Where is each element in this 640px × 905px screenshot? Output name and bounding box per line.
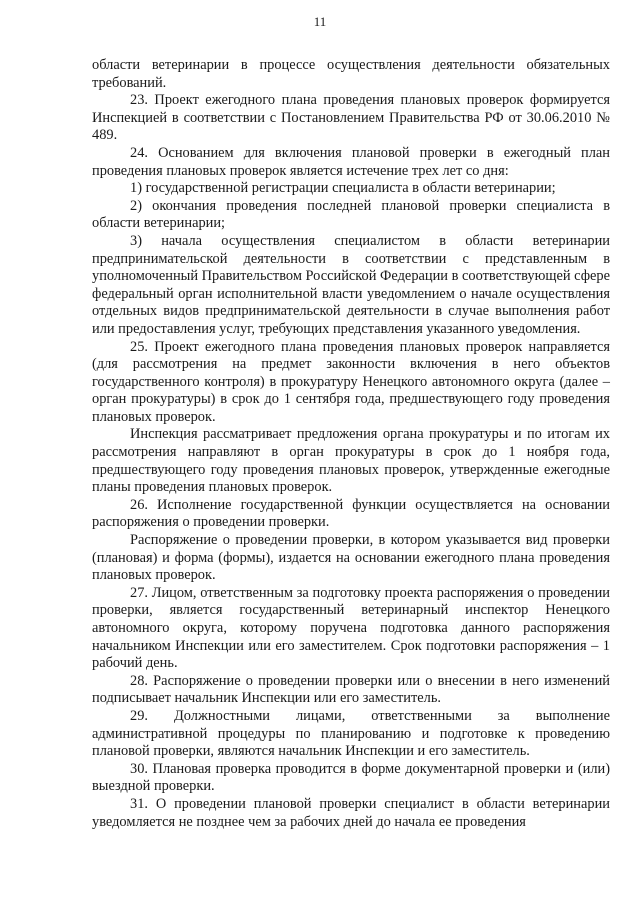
paragraph-24-item-3: 3) начала осуществления специалистом в области ветеринарии предпринимательской деятельности в соответствии с представленным в уполномоченный Правительством Российской Федерации в соответствующей сфере федеральный орган исполнительной власти уведомлением о начале осуществления отдельных видов предпринимательской деятельности в случае выполнения работ или предоставления услуг, требующих представления указанного уведомления.	[92, 232, 610, 337]
paragraph-28: 28. Распоряжение о проведении проверки или о внесении в него изменений подписывает начальник Инспекции или его заместитель.	[92, 672, 610, 707]
paragraph-25-part-2: Инспекция рассматривает предложения органа прокуратуры и по итогам их рассмотрения направляют в орган прокуратуры в срок до 1 ноября года, предшествующего году проведения плановых проверок, утвержденные ежегодные планы проведения плановых проверок.	[92, 426, 610, 496]
paragraph-continuation: области ветеринарии в процессе осуществления деятельности обязательных требований.	[92, 57, 610, 91]
paragraph-31: 31. О проведении плановой проверки специалист в области ветеринарии уведомляется не позднее чем за рабочих дней до начала ее проведения	[92, 795, 610, 830]
paragraph-30: 30. Плановая проверка проводится в форме документарной проверки и (или) выездной проверки.	[92, 760, 610, 795]
page-number: 11	[313, 14, 327, 29]
paragraph-26: 26. Исполнение государственной функции осуществляется на основании распоряжения о проведении проверки.	[92, 496, 610, 531]
paragraph-25: 25. Проект ежегодного плана проведения плановых проверок направляется (для рассмотрения на предмет законности включения в него объектов государственного контроля) в прокуратуру Ненецкого автономного округа (далее – орган прокуратуры) в срок до 1 сентября года, предшествующего году проведения плановых проверок.	[92, 338, 610, 425]
paragraph-23: 23. Проект ежегодного плана проведения плановых проверок формируется Инспекцией в соответствии с Постановлением Правительства РФ от 30.06.2010 № 489.	[92, 92, 610, 144]
paragraph-29: 29. Должностными лицами, ответственными за выполнение административной процедуры по планированию и подготовке к проведению плановой проверки, являются начальник Инспекции и его заместитель.	[92, 707, 610, 760]
document-body	[92, 57, 610, 831]
paragraph-24-item-1: 1) государственной регистрации специалиста в области ветеринарии;	[130, 180, 556, 197]
paragraph-27: 27. Лицом, ответственным за подготовку проекта распоряжения о проведении проверки, является государственный ветеринарный инспектор Ненецкого автономного округа, которому поручена подготовка данного распоряжения начальником Инспекции или его заместителем. Срок подготовки распоряжения – 1 рабочий день.	[92, 584, 610, 672]
paragraph-24: 24. Основанием для включения плановой проверки в ежегодный план проведения плановых проверок является истечение трех лет со дня:	[92, 144, 610, 179]
paragraph-24-item-2: 2) окончания проведения последней плановой проверки специалиста в области ветеринарии;	[92, 197, 610, 232]
paragraph-26-part-2: Распоряжение о проведении проверки, в котором указывается вид проверки (плановая) и форма (формы), издается на основании ежегодного плана проведения плановых проверок.	[92, 532, 610, 584]
